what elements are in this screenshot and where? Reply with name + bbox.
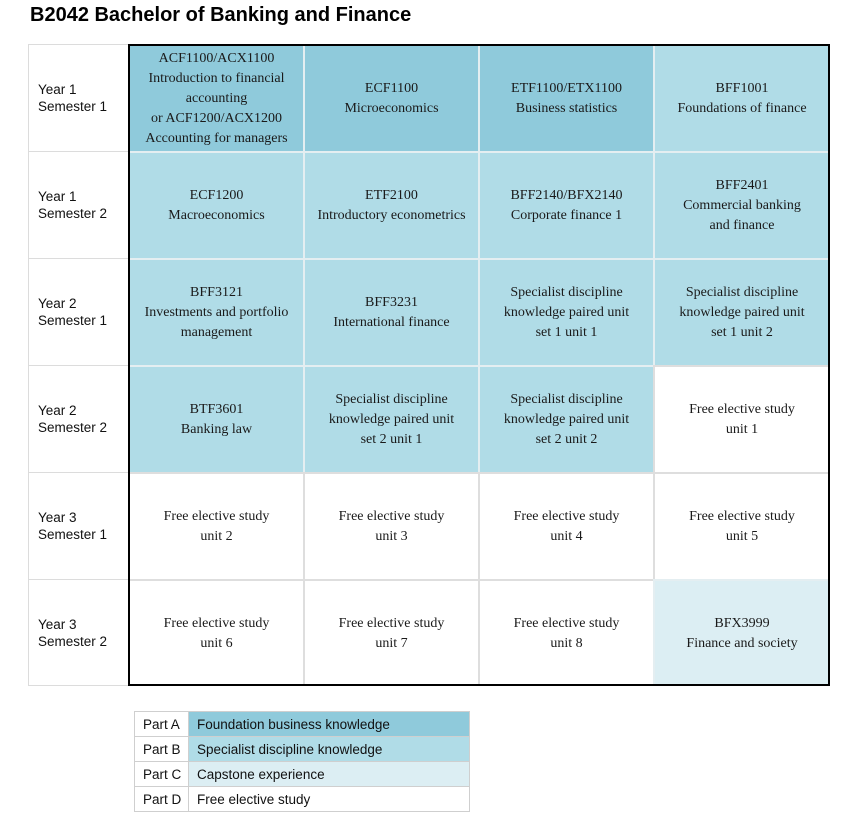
unit-cell bbox=[478, 44, 653, 151]
unit-text-line: Free elective study bbox=[689, 401, 795, 417]
unit-text-line: BTF3601 bbox=[189, 401, 244, 417]
page-title: B2042 Bachelor of Banking and Finance bbox=[30, 4, 412, 26]
unit-cell bbox=[653, 472, 829, 579]
legend-label: Foundation business knowledge bbox=[189, 712, 470, 737]
unit-text-line: unit 1 bbox=[725, 421, 759, 437]
unit-cell bbox=[128, 365, 303, 472]
unit-cell bbox=[478, 579, 653, 686]
row-year: Year 2 bbox=[38, 296, 77, 311]
unit-text-line: ACF1100/ACX1100 bbox=[158, 50, 275, 66]
unit-cell bbox=[303, 365, 478, 472]
unit-text-line: BFF2140/BFX2140 bbox=[510, 187, 623, 203]
unit-cell bbox=[653, 258, 829, 365]
legend-row bbox=[135, 762, 470, 787]
row-label bbox=[28, 258, 128, 365]
row-year: Year 1 bbox=[38, 189, 77, 204]
legend-label: Capstone experience bbox=[189, 762, 470, 787]
unit-cell bbox=[653, 579, 829, 686]
unit-cell bbox=[653, 151, 829, 258]
unit-cell bbox=[478, 258, 653, 365]
unit-text-line: set 1 unit 1 bbox=[535, 324, 598, 340]
unit-text-line: set 2 unit 2 bbox=[535, 431, 598, 447]
unit-text-line: Macroeconomics bbox=[168, 207, 265, 223]
row-label bbox=[28, 44, 128, 151]
unit-text-line: Business statistics bbox=[515, 100, 618, 116]
row-year: Year 3 bbox=[38, 510, 77, 525]
unit-text-line: knowledge paired unit bbox=[503, 304, 630, 320]
unit-text-line: Foundations of finance bbox=[677, 100, 807, 116]
unit-text-line: ETF1100/ETX1100 bbox=[511, 80, 622, 96]
unit-text-line: and finance bbox=[709, 217, 775, 233]
unit-text-line: BFF3231 bbox=[365, 294, 418, 310]
unit-text-line: Free elective study bbox=[513, 508, 620, 524]
unit-text-line: Banking law bbox=[180, 421, 253, 437]
unit-text-line: ECF1200 bbox=[189, 187, 244, 203]
row-label bbox=[28, 365, 128, 472]
unit-text-line: Free elective study bbox=[338, 615, 445, 631]
unit-text-line: unit 6 bbox=[200, 635, 233, 651]
unit-text-line: knowledge paired unit bbox=[328, 411, 455, 427]
row-semester: Semester 1 bbox=[38, 527, 108, 542]
unit-text-line: unit 8 bbox=[550, 635, 583, 651]
legend-table bbox=[134, 711, 470, 812]
unit-cell bbox=[478, 365, 653, 472]
unit-text-line: ECF1100 bbox=[364, 80, 419, 96]
unit-cell bbox=[653, 365, 829, 472]
unit-text-line: Free elective study bbox=[513, 615, 620, 631]
legend-row bbox=[135, 712, 470, 737]
unit-text-line: accounting bbox=[185, 90, 248, 106]
unit-text-line: BFX3999 bbox=[714, 615, 770, 631]
unit-text-line: management bbox=[180, 324, 253, 340]
unit-text-line: Introduction to financial bbox=[148, 70, 285, 86]
row-label bbox=[28, 579, 128, 686]
legend-label: Specialist discipline knowledge bbox=[189, 737, 470, 762]
unit-cell bbox=[653, 44, 829, 151]
legend-part: Part A bbox=[135, 712, 189, 737]
unit-text-line: BFF3121 bbox=[190, 284, 243, 300]
legend-row bbox=[135, 737, 470, 762]
legend-row bbox=[135, 787, 470, 812]
row-label bbox=[28, 151, 128, 258]
unit-text-line: International finance bbox=[333, 314, 450, 330]
legend-label: Free elective study bbox=[189, 787, 470, 812]
legend-part: Part D bbox=[135, 787, 189, 812]
row-year: Year 2 bbox=[38, 403, 77, 418]
unit-cell bbox=[303, 44, 478, 151]
unit-text-line: Specialist discipline bbox=[335, 391, 448, 407]
unit-text-line: set 2 unit 1 bbox=[360, 431, 423, 447]
unit-text-line: knowledge paired unit bbox=[503, 411, 630, 427]
unit-text-line: Commercial banking bbox=[683, 197, 801, 213]
unit-cell bbox=[303, 151, 478, 258]
unit-cell bbox=[303, 472, 478, 579]
unit-cell bbox=[303, 579, 478, 686]
unit-text-line: Microeconomics bbox=[344, 100, 439, 116]
unit-text-line: BFF1001 bbox=[715, 80, 769, 96]
unit-text-line: unit 2 bbox=[200, 528, 233, 544]
unit-text-line: knowledge paired unit bbox=[679, 304, 805, 320]
unit-text-line: unit 3 bbox=[375, 528, 408, 544]
row-semester: Semester 1 bbox=[38, 313, 108, 328]
unit-text-line: Specialist discipline bbox=[510, 284, 623, 300]
unit-text-line: Corporate finance 1 bbox=[510, 207, 623, 223]
row-semester: Semester 2 bbox=[38, 206, 108, 221]
unit-cell bbox=[478, 151, 653, 258]
row-semester: Semester 2 bbox=[38, 633, 108, 649]
row-semester: Semester 1 bbox=[38, 99, 108, 114]
unit-text-line: Finance and society bbox=[686, 635, 798, 651]
unit-cell bbox=[128, 151, 303, 258]
unit-text-line: Accounting for managers bbox=[145, 130, 288, 146]
unit-cell bbox=[303, 258, 478, 365]
course-map-grid bbox=[28, 44, 829, 686]
unit-text-line: BFF2401 bbox=[715, 177, 769, 193]
row-year: Year 3 bbox=[38, 616, 77, 632]
unit-text-line: or ACF1200/ACX1200 bbox=[150, 110, 283, 126]
unit-text-line: Specialist discipline bbox=[685, 284, 799, 300]
unit-cell bbox=[128, 44, 303, 151]
unit-text-line: Investments and portfolio bbox=[144, 304, 289, 320]
unit-text-line: Introductory econometrics bbox=[317, 207, 466, 223]
row-label bbox=[28, 472, 128, 579]
unit-text-line: unit 4 bbox=[550, 528, 583, 544]
unit-text-line: Free elective study bbox=[338, 508, 445, 524]
unit-cell bbox=[478, 472, 653, 579]
unit-cell bbox=[128, 579, 303, 686]
unit-text-line: ETF2100 bbox=[365, 187, 418, 203]
unit-text-line: set 1 unit 2 bbox=[711, 324, 773, 340]
unit-text-line: Free elective study bbox=[163, 615, 270, 631]
unit-text-line: Free elective study bbox=[163, 508, 270, 524]
row-semester: Semester 2 bbox=[38, 420, 108, 435]
row-year: Year 1 bbox=[38, 82, 77, 97]
legend-part: Part C bbox=[135, 762, 189, 787]
unit-text-line: unit 5 bbox=[725, 528, 759, 544]
unit-cell bbox=[128, 472, 303, 579]
unit-text-line: Free elective study bbox=[689, 508, 795, 524]
unit-text-line: Specialist discipline bbox=[510, 391, 623, 407]
unit-cell bbox=[128, 258, 303, 365]
unit-text-line: unit 7 bbox=[375, 635, 408, 651]
legend-part: Part B bbox=[135, 737, 189, 762]
